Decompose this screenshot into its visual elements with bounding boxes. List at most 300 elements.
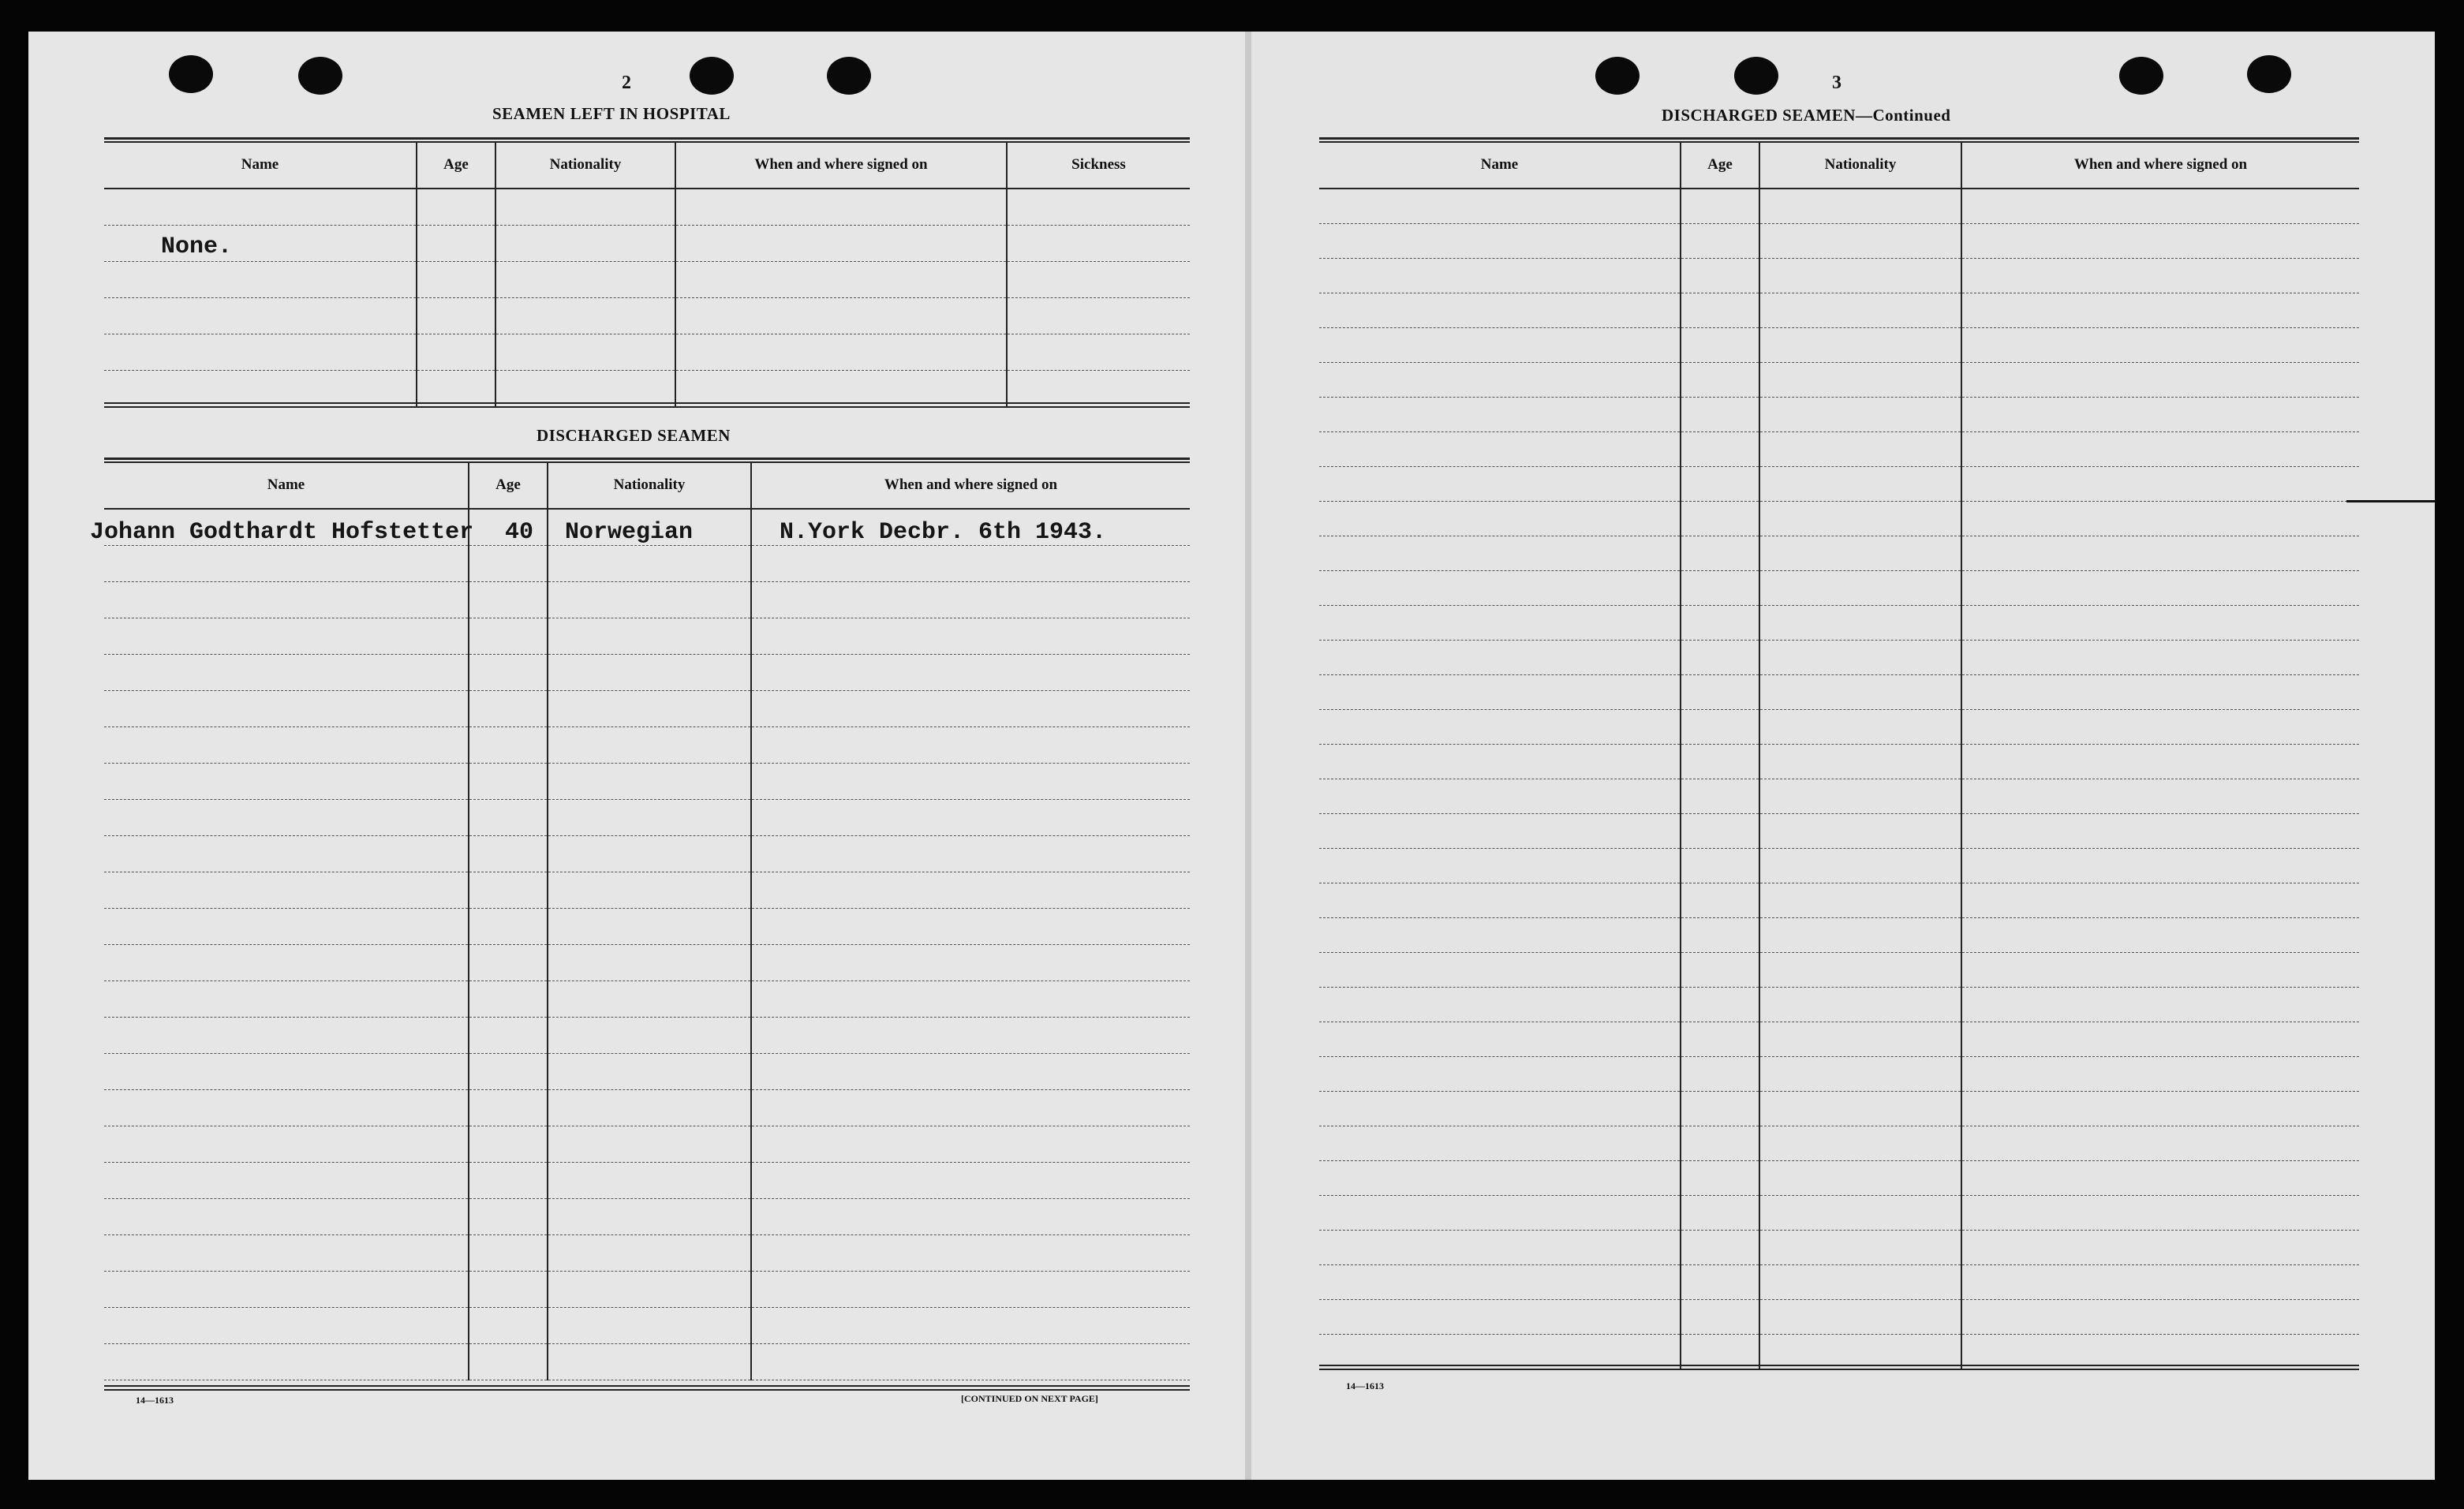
ruled-cell <box>1961 224 2359 259</box>
page-number: 3 <box>1832 73 1841 93</box>
ruled-cell <box>1961 988 2359 1022</box>
page-number: 2 <box>622 73 631 93</box>
ruled-cell <box>675 371 1007 407</box>
ruled-cell <box>1319 467 1681 502</box>
ruled-cell <box>469 800 548 836</box>
ruled-cell <box>104 298 417 334</box>
ruled-cell <box>1961 293 2359 328</box>
ruled-cell <box>1319 293 1681 328</box>
ruled-cell <box>751 1090 1190 1126</box>
ruled-cell <box>1759 918 1961 953</box>
ruled-row <box>1319 883 2359 918</box>
ruled-cell <box>548 1054 751 1090</box>
ruled-cell <box>675 334 1007 371</box>
ruled-cell <box>469 691 548 727</box>
ruled-cell <box>1759 641 1961 675</box>
ruled-row <box>1319 189 2359 224</box>
ruled-cell <box>548 1163 751 1199</box>
ruled-row <box>104 945 1190 981</box>
ruled-cell <box>1681 1335 1759 1369</box>
ruled-cell <box>1759 675 1961 710</box>
ruled-cell <box>1961 641 2359 675</box>
ruled-cell <box>495 226 675 262</box>
ruled-cell <box>548 764 751 800</box>
ruled-cell <box>1681 328 1759 363</box>
ruled-row <box>1319 293 2359 328</box>
discharged-continued-table <box>1319 142 2359 1369</box>
ruled-cell <box>548 1272 751 1308</box>
ruled-cell <box>751 1163 1190 1199</box>
ruled-cell <box>104 764 469 800</box>
ruled-cell <box>1681 1022 1759 1057</box>
ruled-cell <box>548 727 751 764</box>
ruled-row <box>1319 918 2359 953</box>
ruled-cell <box>104 334 417 371</box>
ruled-row <box>1319 467 2359 502</box>
ruled-cell <box>1961 398 2359 432</box>
ruled-cell <box>1759 293 1961 328</box>
punch-hole <box>298 57 342 95</box>
ruled-cell <box>1319 224 1681 259</box>
ruled-cell <box>1961 189 2359 224</box>
ruled-cell <box>1319 953 1681 988</box>
ruled-cell <box>104 582 469 618</box>
ruled-cell <box>1319 675 1681 710</box>
ruled-cell <box>1319 745 1681 779</box>
ruled-cell <box>675 262 1007 298</box>
ruled-cell <box>469 1308 548 1344</box>
ruled-cell <box>1961 849 2359 883</box>
ruled-row <box>1319 1265 2359 1300</box>
ruled-cell <box>495 262 675 298</box>
ruled-cell <box>1961 1265 2359 1300</box>
ruled-cell <box>1681 259 1759 293</box>
ruled-cell <box>469 1272 548 1308</box>
column-header: Nationality <box>548 462 751 509</box>
ruled-row <box>104 800 1190 836</box>
edge-mark <box>2346 500 2435 502</box>
ruled-cell <box>1759 814 1961 849</box>
ruled-cell <box>1319 779 1681 814</box>
ruled-cell <box>104 909 469 945</box>
ruled-cell <box>1681 1265 1759 1300</box>
form-number: 14—1613 <box>1346 1380 1384 1391</box>
ruled-cell <box>1759 224 1961 259</box>
ruled-row <box>104 981 1190 1018</box>
ruled-row <box>1319 1161 2359 1196</box>
ruled-cell <box>1961 1231 2359 1265</box>
ruled-row <box>104 1090 1190 1126</box>
ruled-cell <box>1319 328 1681 363</box>
seaman-nationality: Norwegian <box>565 519 694 546</box>
ruled-cell <box>1759 710 1961 745</box>
ruled-cell <box>675 226 1007 262</box>
ruled-cell <box>1961 918 2359 953</box>
ruled-cell <box>751 1235 1190 1272</box>
ruled-cell <box>548 1344 751 1380</box>
ruled-row <box>104 618 1190 655</box>
ruled-cell <box>1681 398 1759 432</box>
ruled-row <box>1319 571 2359 606</box>
ruled-cell <box>104 1018 469 1054</box>
ruled-cell <box>548 800 751 836</box>
ruled-cell <box>1961 467 2359 502</box>
ruled-cell <box>1319 814 1681 849</box>
ruled-cell <box>469 1163 548 1199</box>
ruled-cell <box>1681 849 1759 883</box>
right-section-title <box>1662 106 1950 125</box>
ruled-cell <box>751 546 1190 582</box>
ruled-cell <box>1681 883 1759 918</box>
ruled-cell <box>1681 224 1759 259</box>
ruled-row <box>1319 745 2359 779</box>
ruled-row <box>1319 363 2359 398</box>
continued-note: [CONTINUED ON NEXT PAGE] <box>961 1393 1098 1404</box>
ruled-cell <box>469 1018 548 1054</box>
ruled-cell <box>1759 432 1961 467</box>
ruled-cell <box>1681 918 1759 953</box>
column-header: Name <box>1319 142 1681 189</box>
ruled-cell <box>495 189 675 226</box>
ruled-cell <box>1961 571 2359 606</box>
ruled-row <box>104 1018 1190 1054</box>
ruled-cell <box>1681 1231 1759 1265</box>
ruled-cell <box>1319 189 1681 224</box>
ruled-cell <box>1319 1161 1681 1196</box>
column-header: Sickness <box>1007 142 1190 189</box>
seaman-age: 40 <box>505 519 534 546</box>
ruled-cell <box>1319 259 1681 293</box>
ruled-cell <box>1681 988 1759 1022</box>
ruled-row <box>1319 641 2359 675</box>
punch-hole <box>2119 57 2163 95</box>
ruled-cell <box>1319 571 1681 606</box>
ruled-cell <box>1961 710 2359 745</box>
ruled-row <box>104 189 1190 226</box>
seaman-signed-on: N.York Decbr. 6th 1943. <box>780 519 1107 546</box>
punch-hole <box>1595 57 1640 95</box>
ruled-row <box>1319 1126 2359 1161</box>
ruled-cell <box>1759 1196 1961 1231</box>
ruled-cell <box>469 546 548 582</box>
column-header: Name <box>104 462 469 509</box>
ruled-cell <box>469 655 548 691</box>
ruled-cell <box>1681 1126 1759 1161</box>
ruled-cell <box>1319 606 1681 641</box>
ruled-cell <box>1007 226 1190 262</box>
ruled-cell <box>1319 1092 1681 1126</box>
ruled-cell <box>1759 502 1961 536</box>
ruled-cell <box>548 691 751 727</box>
ruled-row <box>1319 259 2359 293</box>
ruled-cell <box>1961 502 2359 536</box>
ruled-row <box>104 691 1190 727</box>
ruled-cell <box>417 371 495 407</box>
column-header: Age <box>1681 142 1759 189</box>
ruled-cell <box>104 189 417 226</box>
ruled-row <box>1319 814 2359 849</box>
ruled-row <box>104 909 1190 945</box>
ruled-cell <box>104 262 417 298</box>
ruled-cell <box>1319 883 1681 918</box>
ruled-cell <box>1961 363 2359 398</box>
ruled-row <box>104 836 1190 872</box>
ruled-cell <box>469 1235 548 1272</box>
ruled-row <box>104 764 1190 800</box>
ruled-cell <box>1961 1022 2359 1057</box>
ruled-cell <box>1961 779 2359 814</box>
ruled-row <box>1319 849 2359 883</box>
left-page <box>28 32 1245 1480</box>
ruled-cell <box>751 1054 1190 1090</box>
ruled-cell <box>1681 1300 1759 1335</box>
ruled-row <box>104 334 1190 371</box>
ruled-cell <box>1961 259 2359 293</box>
ruled-cell <box>1759 1265 1961 1300</box>
ruled-cell <box>469 836 548 872</box>
ruled-cell <box>1681 1196 1759 1231</box>
ruled-row <box>1319 502 2359 536</box>
ruled-cell <box>469 909 548 945</box>
ruled-row <box>1319 398 2359 432</box>
ruled-cell <box>1759 328 1961 363</box>
ruled-cell <box>1759 536 1961 571</box>
ruled-row <box>104 371 1190 407</box>
ruled-row <box>1319 328 2359 363</box>
ruled-cell <box>104 1344 469 1380</box>
ruled-cell <box>104 981 469 1018</box>
ruled-cell <box>548 1018 751 1054</box>
ruled-cell <box>104 1163 469 1199</box>
ruled-cell <box>1681 1057 1759 1092</box>
ruled-row <box>104 226 1190 262</box>
ruled-row <box>1319 1335 2359 1369</box>
ruled-cell <box>104 655 469 691</box>
ruled-cell <box>1319 1022 1681 1057</box>
ruled-cell <box>1319 1196 1681 1231</box>
ruled-row <box>104 872 1190 909</box>
ruled-cell <box>1759 189 1961 224</box>
ruled-cell <box>1961 1196 2359 1231</box>
ruled-cell <box>1759 398 1961 432</box>
column-header: Age <box>417 142 495 189</box>
ruled-cell <box>1759 849 1961 883</box>
ruled-cell <box>104 1199 469 1235</box>
ruled-row <box>1319 1022 2359 1057</box>
ruled-cell <box>1961 1057 2359 1092</box>
ruled-cell <box>104 618 469 655</box>
ruled-cell <box>1681 953 1759 988</box>
ruled-cell <box>1681 363 1759 398</box>
ruled-cell <box>1759 953 1961 988</box>
ruled-cell <box>417 226 495 262</box>
ruled-cell <box>469 727 548 764</box>
ruled-row <box>104 1235 1190 1272</box>
ruled-cell <box>1759 1022 1961 1057</box>
ruled-cell <box>1681 1092 1759 1126</box>
ruled-cell <box>469 1344 548 1380</box>
ruled-cell <box>1319 1335 1681 1369</box>
ruled-cell <box>1319 1300 1681 1335</box>
rule <box>104 1385 1190 1391</box>
ruled-cell <box>1681 189 1759 224</box>
column-header: Nationality <box>495 142 675 189</box>
ruled-cell <box>1681 1161 1759 1196</box>
title-continued: —Continued <box>1855 106 1951 125</box>
ruled-row <box>1319 1231 2359 1265</box>
ruled-cell <box>1961 675 2359 710</box>
ruled-cell <box>1759 988 1961 1022</box>
ruled-cell <box>1759 363 1961 398</box>
ruled-cell <box>1681 641 1759 675</box>
ruled-row <box>104 582 1190 618</box>
ruled-cell <box>751 618 1190 655</box>
column-header: When and where signed on <box>675 142 1007 189</box>
ruled-row <box>1319 710 2359 745</box>
ruled-cell <box>1319 536 1681 571</box>
ruled-cell <box>548 1126 751 1163</box>
ruled-row <box>1319 536 2359 571</box>
ruled-row <box>104 262 1190 298</box>
ruled-row <box>1319 1057 2359 1092</box>
ruled-cell <box>1961 536 2359 571</box>
ruled-cell <box>104 1054 469 1090</box>
ruled-cell <box>1961 1335 2359 1369</box>
ruled-row <box>104 546 1190 582</box>
ruled-cell <box>548 1090 751 1126</box>
ruled-row <box>104 655 1190 691</box>
ruled-cell <box>548 1308 751 1344</box>
ruled-row <box>1319 1196 2359 1231</box>
ruled-row <box>104 727 1190 764</box>
ruled-cell <box>751 691 1190 727</box>
ruled-row <box>1319 606 2359 641</box>
ruled-cell <box>1007 334 1190 371</box>
ruled-cell <box>495 334 675 371</box>
ruled-cell <box>469 872 548 909</box>
ruled-cell <box>1007 371 1190 407</box>
ruled-cell <box>1759 1057 1961 1092</box>
ruled-cell <box>1319 1265 1681 1300</box>
ruled-cell <box>1759 259 1961 293</box>
ruled-cell <box>417 262 495 298</box>
ruled-row <box>1319 432 2359 467</box>
ruled-cell <box>751 727 1190 764</box>
ruled-cell <box>104 1126 469 1163</box>
ruled-cell <box>1319 710 1681 745</box>
punch-hole <box>827 57 871 95</box>
ruled-cell <box>751 655 1190 691</box>
ruled-cell <box>751 1126 1190 1163</box>
ruled-cell <box>469 1199 548 1235</box>
ruled-cell <box>548 1199 751 1235</box>
ruled-cell <box>1961 1126 2359 1161</box>
hospital-section-title: SEAMEN LEFT IN HOSPITAL <box>492 104 731 123</box>
ruled-cell <box>1681 571 1759 606</box>
ruled-cell <box>1759 1300 1961 1335</box>
ruled-cell <box>751 1344 1190 1380</box>
discharged-section-title: DISCHARGED SEAMEN <box>537 426 731 445</box>
ruled-cell <box>104 546 469 582</box>
ruled-cell <box>548 655 751 691</box>
ruled-cell <box>675 298 1007 334</box>
ruled-cell <box>1681 745 1759 779</box>
ruled-cell <box>1961 328 2359 363</box>
hospital-none-entry: None. <box>161 233 233 260</box>
ruled-cell <box>1961 883 2359 918</box>
ruled-cell <box>1319 398 1681 432</box>
ruled-cell <box>1759 779 1961 814</box>
ruled-cell <box>751 909 1190 945</box>
ruled-cell <box>104 727 469 764</box>
ruled-cell <box>1961 1161 2359 1196</box>
ruled-row <box>104 1272 1190 1308</box>
ruled-row <box>104 1126 1190 1163</box>
ruled-cell <box>548 582 751 618</box>
ruled-cell <box>751 1199 1190 1235</box>
ruled-cell <box>751 945 1190 981</box>
column-header: When and where signed on <box>1961 142 2359 189</box>
ruled-cell <box>751 836 1190 872</box>
ruled-cell <box>1319 918 1681 953</box>
ruled-row <box>104 1199 1190 1235</box>
column-header: Name <box>104 142 417 189</box>
ruled-cell <box>1759 1126 1961 1161</box>
ruled-cell <box>1319 641 1681 675</box>
column-header: When and where signed on <box>751 462 1190 509</box>
ruled-cell <box>1319 1126 1681 1161</box>
ruled-cell <box>104 800 469 836</box>
ruled-cell <box>751 872 1190 909</box>
ruled-row <box>1319 779 2359 814</box>
ruled-cell <box>104 1090 469 1126</box>
ruled-cell <box>1759 571 1961 606</box>
rule <box>1319 1365 2359 1370</box>
rule <box>104 402 1190 408</box>
hospital-table <box>104 142 1190 407</box>
ruled-cell <box>1759 1335 1961 1369</box>
ruled-cell <box>1319 363 1681 398</box>
ruled-cell <box>548 546 751 582</box>
ruled-cell <box>548 836 751 872</box>
ruled-cell <box>104 1308 469 1344</box>
ruled-cell <box>1681 502 1759 536</box>
ruled-cell <box>548 909 751 945</box>
ruled-cell <box>1961 745 2359 779</box>
ruled-cell <box>1319 432 1681 467</box>
ruled-cell <box>1007 262 1190 298</box>
ruled-cell <box>1961 1092 2359 1126</box>
ruled-cell <box>548 945 751 981</box>
ruled-cell <box>751 582 1190 618</box>
column-header: Nationality <box>1759 142 1961 189</box>
ruled-cell <box>469 945 548 981</box>
ruled-cell <box>417 334 495 371</box>
punch-hole <box>2247 55 2291 93</box>
ruled-row <box>1319 953 2359 988</box>
ruled-cell <box>1759 467 1961 502</box>
discharged-table <box>104 462 1190 1380</box>
ruled-cell <box>1759 606 1961 641</box>
ruled-cell <box>751 981 1190 1018</box>
ruled-row <box>104 1344 1190 1380</box>
ruled-cell <box>1007 298 1190 334</box>
ruled-cell <box>1961 1300 2359 1335</box>
ruled-cell <box>675 189 1007 226</box>
ruled-cell <box>1681 675 1759 710</box>
ruled-cell <box>1759 1161 1961 1196</box>
ruled-cell <box>104 872 469 909</box>
